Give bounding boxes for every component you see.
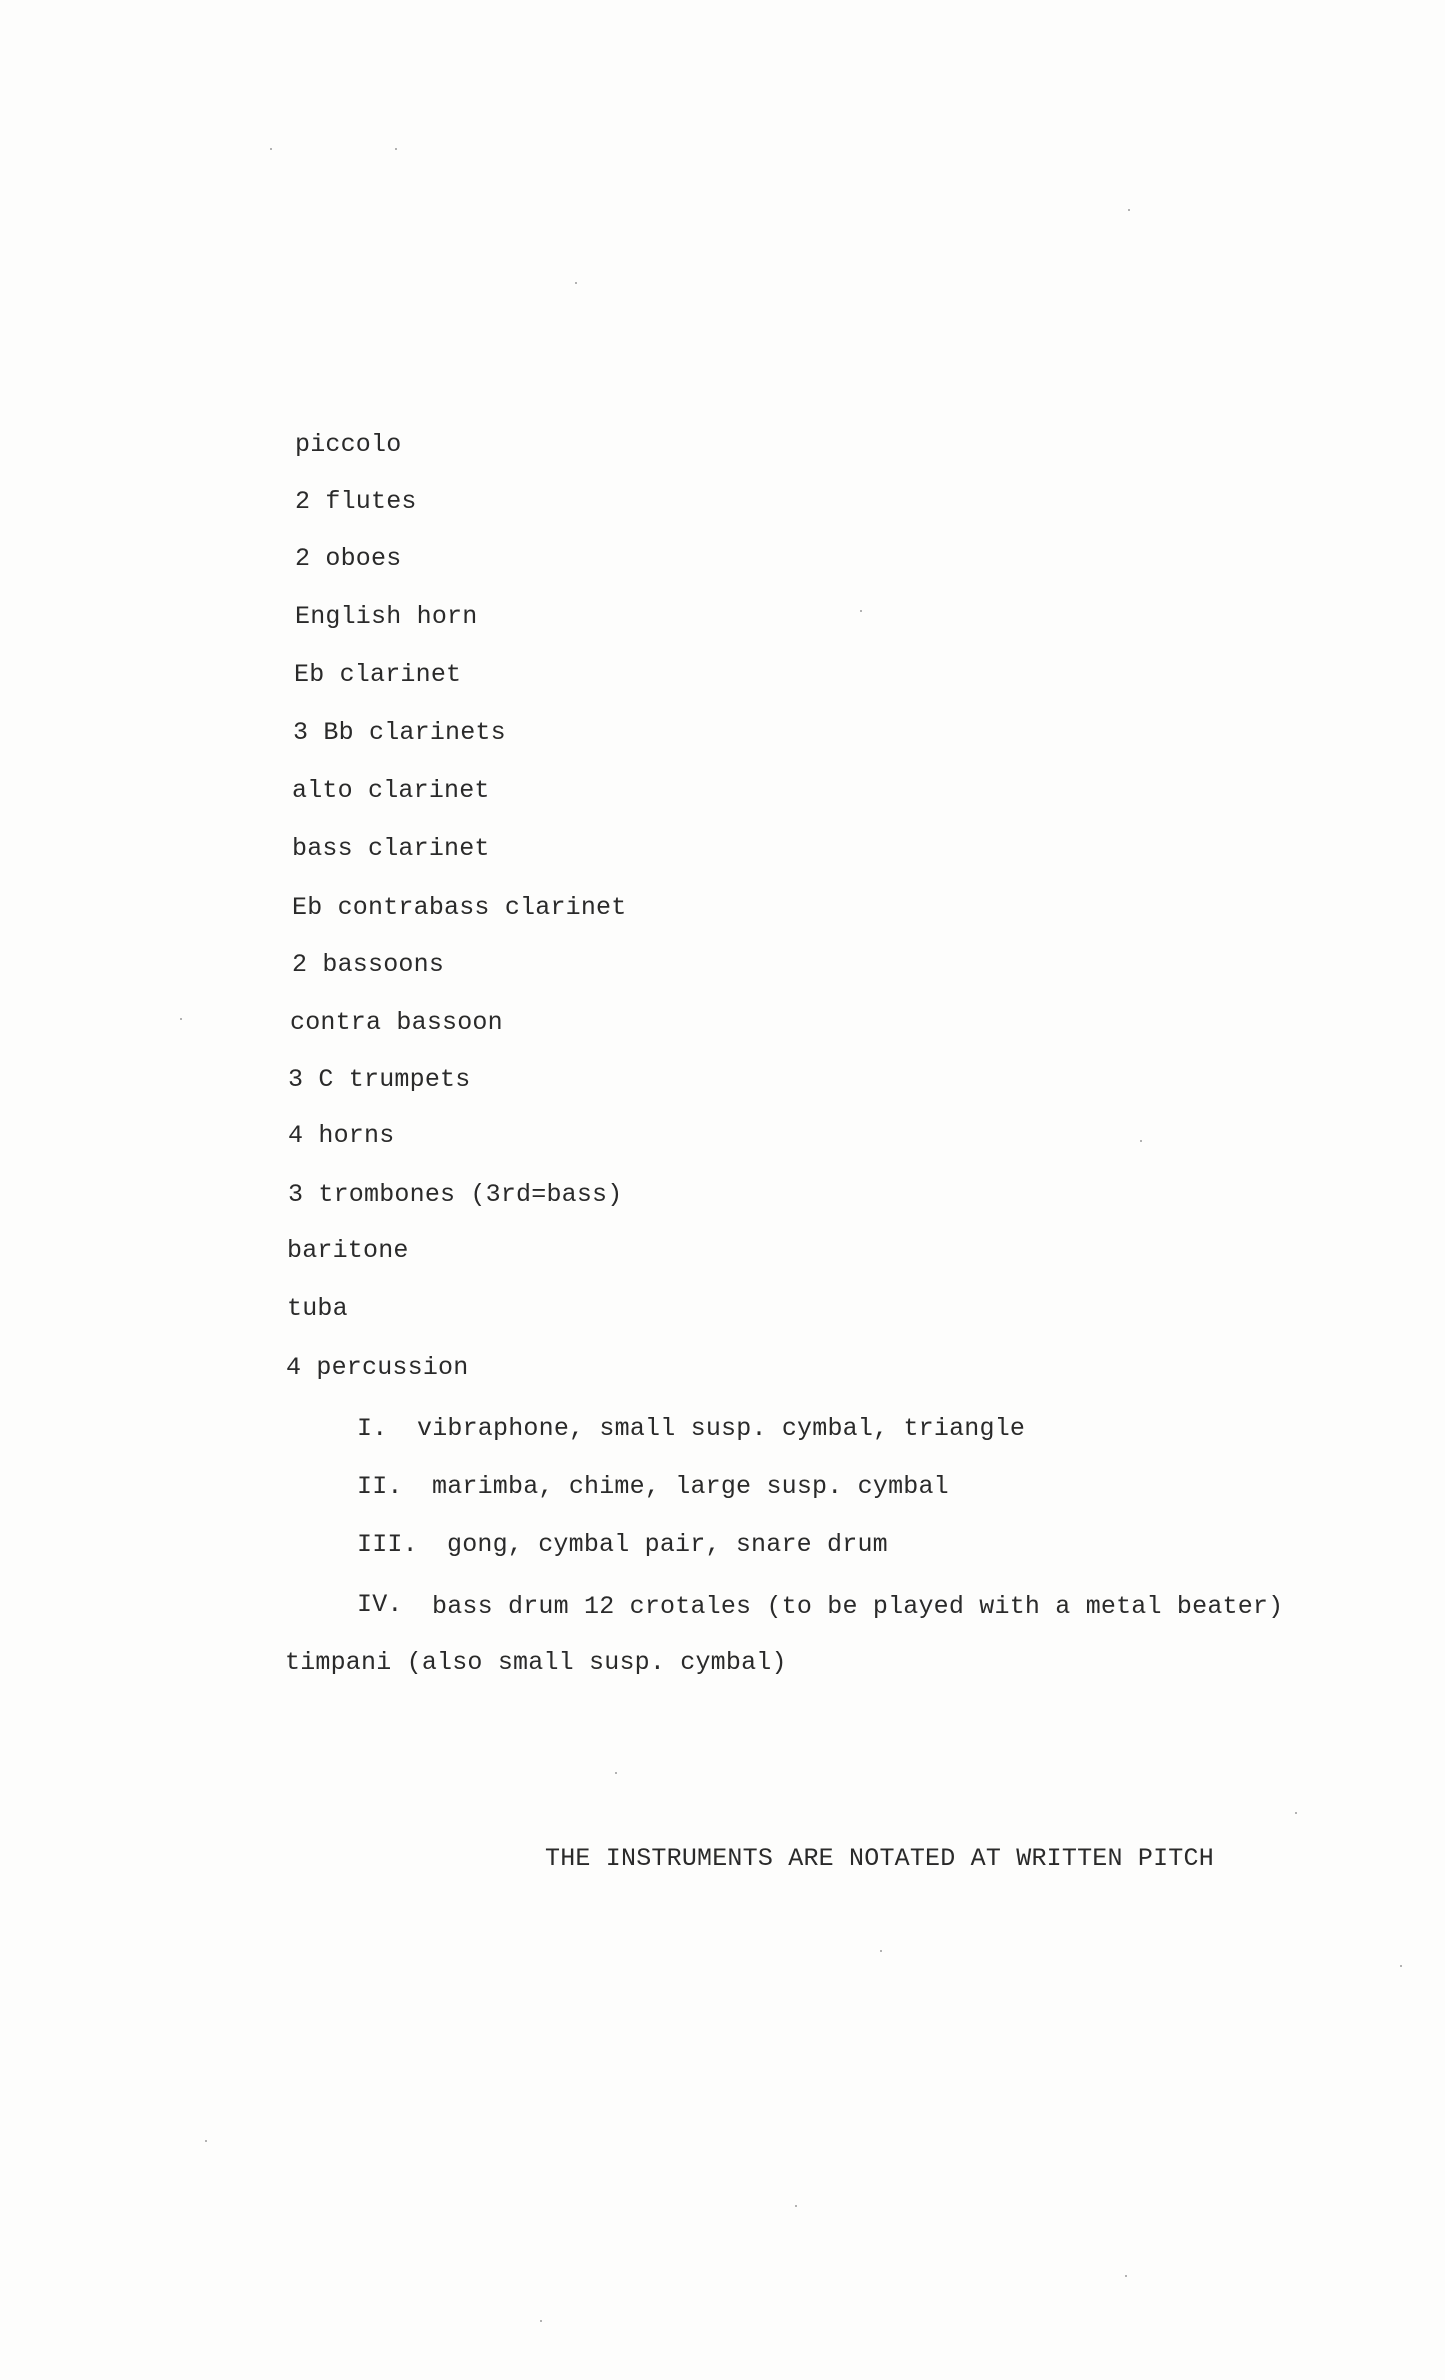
paper-speck [1295,1812,1297,1814]
instrument-line: tuba [287,1294,348,1323]
instrument-line: baritone [287,1236,409,1265]
paper-speck [880,1950,882,1952]
instrument-line: 2 flutes [295,487,417,516]
instrument-line: Eb contrabass clarinet [292,893,627,922]
instrument-line: alto clarinet [292,776,490,805]
instrument-line: 2 oboes [295,544,402,573]
instrument-line: 3 Bb clarinets [293,718,506,747]
instrument-line: Eb clarinet [294,660,462,689]
percussion-numeral: IV. [357,1590,403,1619]
paper-speck [270,148,272,150]
footer-note: THE INSTRUMENTS ARE NOTATED AT WRITTEN PITCH [545,1844,1214,1873]
percussion-numeral: I. [357,1414,388,1443]
instrument-line: 3 trombones (3rd=bass) [288,1180,623,1209]
paper-speck [205,2140,207,2142]
percussion-numeral: III. [357,1530,418,1559]
paper-speck [1128,209,1130,211]
instrument-line: English horn [295,602,478,631]
percussion-part: gong, cymbal pair, snare drum [447,1530,888,1559]
paper-speck [615,1772,617,1774]
timpani-line: timpani (also small susp. cymbal) [285,1648,787,1677]
paper-speck [795,2205,797,2207]
paper-speck [540,2320,542,2322]
paper-speck [1125,2275,1127,2277]
instrument-line: 4 percussion [286,1353,469,1382]
instrument-line: contra bassoon [290,1008,503,1037]
paper-speck [1400,1965,1402,1967]
percussion-part: marimba, chime, large susp. cymbal [432,1472,949,1501]
instrument-line: 3 C trumpets [288,1065,471,1094]
instrument-line: bass clarinet [292,834,490,863]
percussion-numeral: II. [357,1472,403,1501]
instrument-line: 2 bassoons [292,950,445,979]
paper-speck [575,282,577,284]
instrument-line: piccolo [295,430,402,459]
paper-speck [860,610,862,612]
percussion-part: bass drum 12 crotales (to be played with a metal beater) [432,1592,1284,1621]
paper-speck [395,148,397,150]
instrument-line: 4 horns [288,1121,395,1150]
paper-speck [180,1018,182,1020]
percussion-part: vibraphone, small susp. cymbal, triangle [417,1414,1026,1443]
paper-speck [1140,1140,1142,1142]
